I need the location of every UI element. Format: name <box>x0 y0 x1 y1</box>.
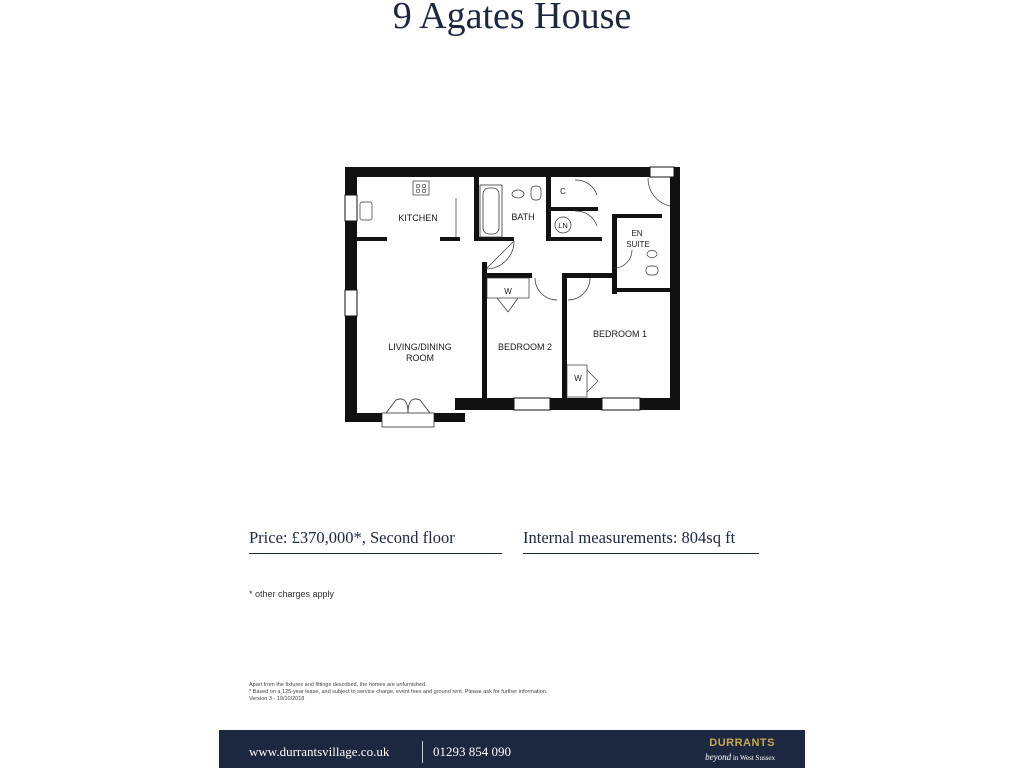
charges-note: * other charges apply <box>249 589 335 599</box>
tagline-rest: in West Sussex <box>732 754 775 762</box>
label-wardrobe-bed2: W <box>504 287 512 296</box>
balcony-doors <box>382 399 434 427</box>
label-cupboard: C <box>560 187 566 196</box>
price-line: Price: £370,000*, Second floor <box>249 528 502 554</box>
tagline-italic: beyond <box>705 752 732 762</box>
website-link[interactable]: www.durrantsvillage.co.uk <box>249 744 390 759</box>
label-living-1: LIVING/DINING <box>388 342 452 352</box>
label-ensuite-1: EN <box>631 229 643 238</box>
label-living-2: ROOM <box>406 353 434 363</box>
fine-print <box>249 682 589 704</box>
measurements-line: Internal measurements: 804sq ft <box>523 528 759 554</box>
fine-print-line-1: Apart from the fixtures and fittings described, the homes are unfurnished. <box>249 682 427 688</box>
brand-tagline <box>705 752 775 762</box>
label-bath: BATH <box>511 212 535 222</box>
label-ensuite-2: SUITE <box>626 240 650 249</box>
label-wardrobe-bed1: W <box>574 374 582 383</box>
fine-print-line-3: Version 3 - 19/10/2018 <box>249 696 305 703</box>
floor-plan <box>330 160 700 440</box>
brand-logo: DURRANTS <box>709 737 775 749</box>
interior-walls <box>357 177 670 402</box>
label-kitchen: KITCHEN <box>398 213 438 223</box>
page-title: 9 Agates House <box>392 0 632 37</box>
bathtub-icon <box>480 185 502 237</box>
fine-print-line-2: * Based on a 125-year lease, and subject to service charge, event fees and ground rent. Please ask for further information. <box>249 689 548 696</box>
label-linen: LN <box>558 221 568 230</box>
footer-bar <box>219 730 805 768</box>
footer-divider <box>422 741 423 763</box>
outer-walls <box>345 167 680 422</box>
label-bedroom-2: BEDROOM 2 <box>497 342 553 352</box>
kitchen-fittings <box>360 181 456 237</box>
phone-number[interactable]: 01293 854 090 <box>433 744 511 759</box>
label-bedroom-1: BEDROOM 1 <box>592 329 648 339</box>
